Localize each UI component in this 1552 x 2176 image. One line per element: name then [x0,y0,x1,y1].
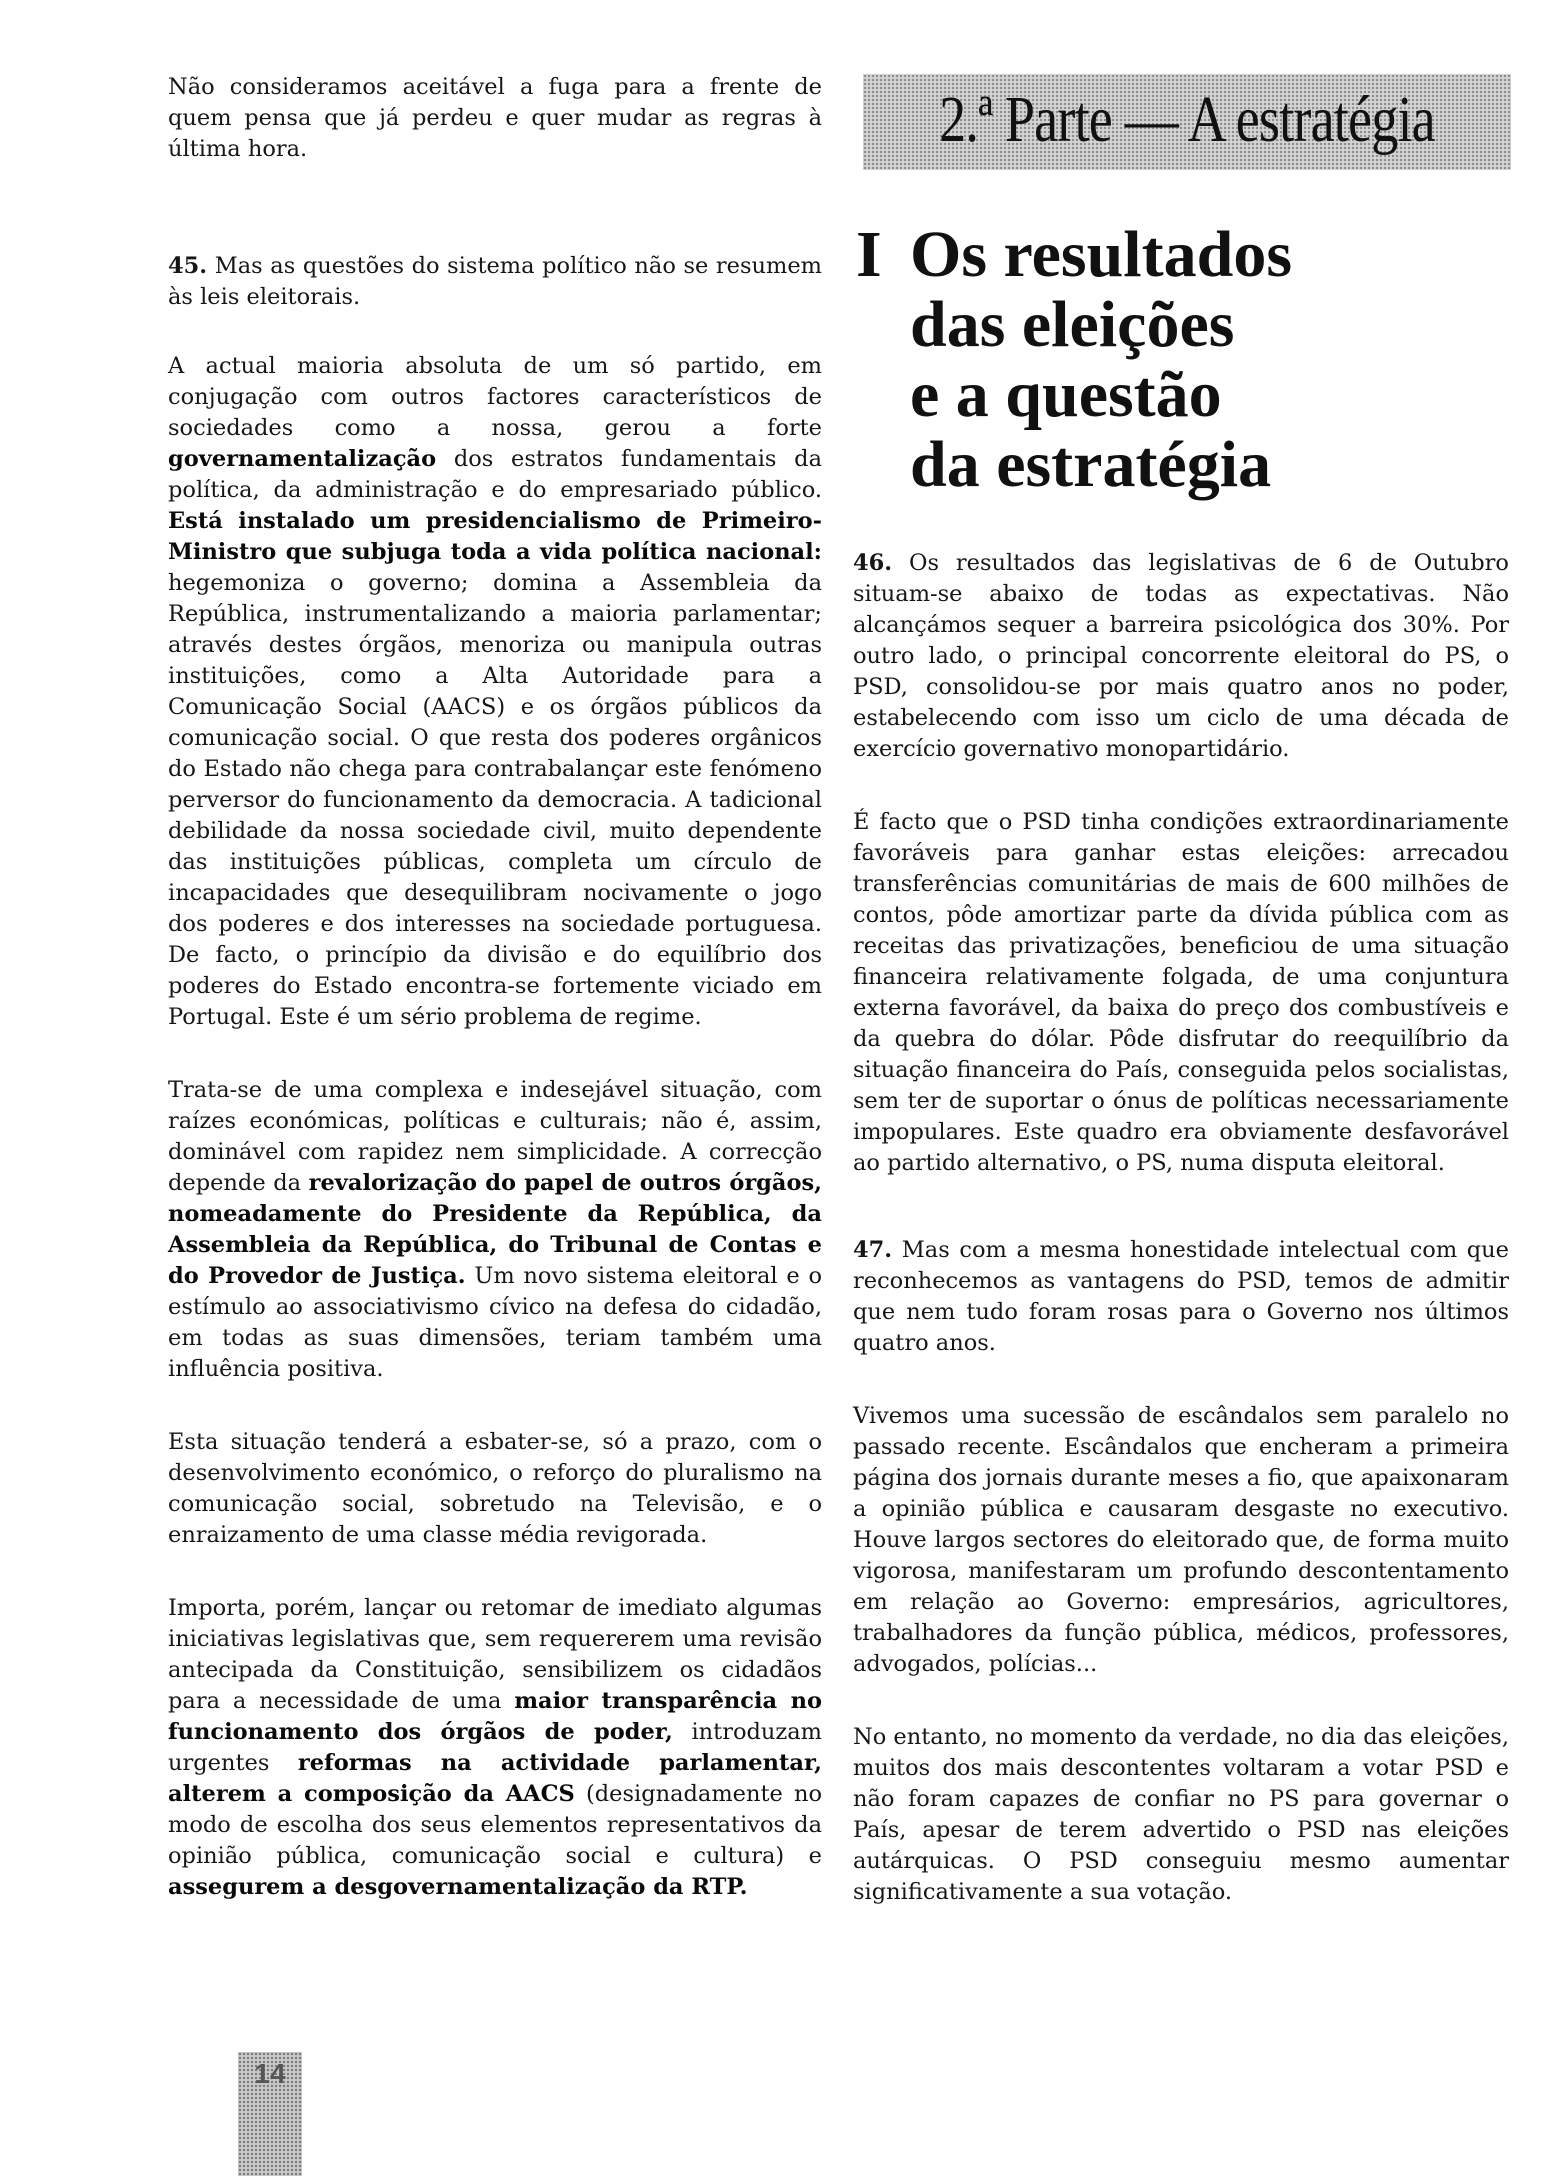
bold-run: Está instalado um presidencialismo de Primeiro-Ministro que subjuga toda a vida política nacional: [168,508,822,565]
paragraph-maioria [168,351,822,1033]
text-run: hegemoniza o governo; domina a Assembleia da República, instrumentalizando a maioria parlamentar; através destes órgãos, menoriza ou manipula outras instituições, como a Alta Autoridade para a Comunicação Social (AACS) e os órgãos públicos da comunicação social. O que resta dos poderes orgânicos do Estado não chega para contrabalançar este fenómeno perversor do funcionamento da democracia. A tadicional debilidade da nossa sociedade civil, muito dependente das instituições públicas, completa um círculo de incapacidades que desequilibram nocivamente o jogo dos poderes e dos interesses na sociedade portuguesa. De facto, o princípio da divisão e do equilíbrio dos poderes do Estado encontra-se fortemente viciado em Portugal. Este é um sério problema de regime. [168,570,822,1030]
bold-run: revalorização do papel de outros órgãos, nomeadamente do Presidente da República, da Assembleia da República, do Tribunal de Contas e do Provedor de Justiça. [168,1170,822,1289]
bold-run: reformas na actividade parlamentar, alterem a composição da AACS [168,1750,822,1807]
paragraph-45 [168,251,822,313]
text-run: (designadamente no modo de escolha dos seus elementos representativos da opinião pública, comunicação social e cultura) e [168,1781,822,1869]
text-run: introduzam urgentes [168,1719,822,1776]
text-run: Um novo sistema eleitoral e o estímulo ao associativismo cívico na defesa do cidadão, em todas as suas dimensões, teriam também uma influência positiva. [168,1263,822,1382]
paragraph-text: Mas as questões do sistema político não se resumem às leis eleitorais. [168,253,822,310]
paragraph-situacao: Esta situação tenderá a esbater-se, só a prazo, com o desenvolvimento económico, o reforço do pluralismo na comunicação social, sobretudo na Televisão, e o enraizamento de uma classe média revigorada. [168,1429,822,1548]
chapter-title-line: e a questão [910,358,1222,431]
text-run: dos estratos fundamentais da política, da administração e do empresariado público. [168,446,822,503]
bold-run: assegurem a desgovernamentalização da RTP. [168,1874,748,1900]
paragraph-47 [853,1235,1509,1359]
paragraph-46 [853,548,1509,765]
part-header-band [863,74,1511,170]
chapter-title-line: da estratégia [910,428,1272,501]
intro-paragraph: Não consideramos aceitável a fuga para a frente de quem pensa que já perdeu e quer mudar as regras à última hora. [168,74,822,162]
bold-run: governamentalização [168,446,437,472]
paragraph-text: Os resultados das legislativas de 6 de Outubro situam-se abaixo de todas as expectativas. Não alcançámos sequer a barreira psicológica dos 30%. Por outro lado, o principal concorrente eleitoral do PS, o PSD, consolidou-se por mais quatro anos no poder, estabelecendo com isso um ciclo de uma década de exercício governativo monopartidário. [853,550,1509,762]
paragraph-importa [168,1593,822,1903]
page-number-tab [238,2052,302,2176]
paragraph-number: 47. [853,1237,893,1263]
chapter-title-line: Os resultados [910,218,1293,291]
text-run: A actual maioria absoluta de um só partido, em conjugação com outros factores característicos de sociedades como a nossa, gerou a forte [168,353,822,441]
paragraph-trata [168,1075,822,1385]
paragraph-text: Mas com a mesma honestidade intelectual com que reconhecemos as vantagens do PSD, temos de admitir que nem tudo foram rosas para o Governo nos últimos quatro anos. [853,1237,1509,1356]
chapter-title-line: das eleições [910,288,1235,361]
paragraph-entanto: No entanto, no momento da verdade, no dia das eleições, muitos dos mais descontentes voltaram a votar PSD e não foram capazes de confiar no PS para governar o País, apesar de terem advertido o PSD nas eleições autárquicas. O PSD conseguiu mesmo aumentar significativamente a sua votação. [853,1724,1509,1905]
part-title: 2.ª Parte — A estratégia [939,83,1435,156]
chapter-number: I [856,218,882,291]
text-run: Importa, porém, lançar ou retomar de imediato algumas iniciativas legislativas que, sem requererem uma revisão antecipada da Constituição, sensibilizem os cidadãos para a necessidade de uma [168,1595,822,1714]
text-run: Trata-se de uma complexa e indesejável situação, com raízes económicas, políticas e culturais; não é, assim, dominável com rapidez nem simplicidade. A correcção depende da [168,1077,822,1196]
left-column [168,72,822,1903]
paragraph-vivemos: Vivemos uma sucessão de escândalos sem paralelo no passado recente. Escândalos que encheram a primeira página dos jornais durante meses a fio, que apaixonaram a opinião pública e causaram desgaste no executivo. Houve largos sectores do eleitorado que, de forma muito vigorosa, manifestaram um profundo descontentamento em relação ao Governo: empresários, agricultores, trabalhadores da função pública, médicos, professores, advogados, polícias... [853,1403,1509,1677]
page-number: 14 [254,2058,286,2089]
chapter-title [910,220,1510,500]
bold-run: maior transparência no funcionamento dos órgãos de poder, [168,1688,822,1745]
right-column [853,548,1509,1908]
paragraph-number: 46. [853,550,893,576]
paragraph-facto: É facto que o PSD tinha condições extraordinariamente favoráveis para ganhar estas eleições: arrecadou transferências comunitárias de mais de 600 milhões de contos, pôde amortizar parte da dívida pública com as receitas das privatizações, beneficiou de uma situação financeira relativamente folgada, de uma conjuntura externa favorável, da baixa do preço dos combustíveis e da quebra do dólar. Pôde disfrutar do reequilíbrio da situação financeira do País, conseguida pelos socialistas, sem ter de suportar o ónus de políticas necessariamente impopulares. Este quadro era obviamente desfavorável ao partido alternativo, o PS, numa disputa eleitoral. [853,809,1509,1176]
paragraph-number: 45. [168,253,208,279]
